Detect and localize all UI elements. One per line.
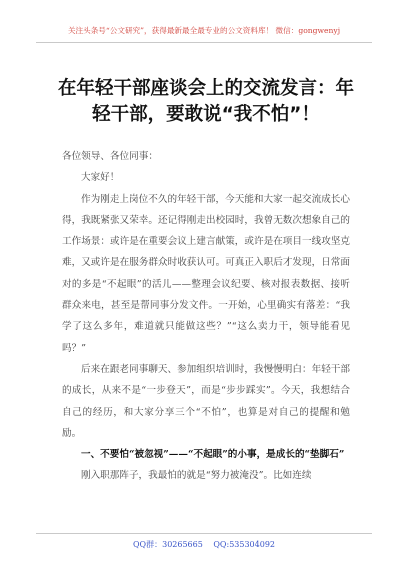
section-heading: 一、不要怕“被忽视”——“不起眼”的小事，是成长的“垫脚石” (81, 449, 345, 461)
document-title: 在年轻干部座谈会上的交流发言：年轻干部，要敢说“我不怕”！ (57, 78, 354, 125)
paragraph: 后来在跟老同事聊天、参加组织培训时，我慢慢明白：年轻干部的成长，从来不是“一步登天”，而是“步步踩实”。今天，我想结合自己的经历，和大家分享三个“不怕”，也算是对自己的提醒和勉励。 (62, 363, 350, 439)
footer-contact (36, 533, 372, 552)
qq-text: QQ:535304092 (213, 540, 275, 549)
header-notice: 关注头条号“公文研究”，获得最新最全最专业的公文资料库！ 微信：gongwenyj (36, 22, 372, 43)
document-body (62, 146, 350, 487)
paragraph: 刚入职那阵子，我最怕的就是“努力被淹没”。比如连续 (81, 470, 312, 482)
salutation: 各位领导、各位同事： (62, 151, 158, 162)
qq-group-text: QQ群：30265665 (132, 540, 203, 549)
paragraph: 作为刚走上岗位不久的年轻干部，今天能和大家一起交流成长心得，我既紧张又荣幸。还记得刚走出校园时，我曾无数次想象自己的工作场景：或许是在重要会议上建言献策，或许是在项目一线攻坚克难，又或许是在服务群众时收获认可。可真正入职后才发现，日常面对的多是“不起眼”的活儿——整理会议纪要、核对报表数据、接听群众来电，甚至是帮同事分发文件。一开始，心里确实有落差：“我学了这么多年，难道就只能做这些？”“这么卖力干，领导能看见吗？” (62, 193, 350, 354)
greeting: 大家好！ (81, 172, 120, 184)
